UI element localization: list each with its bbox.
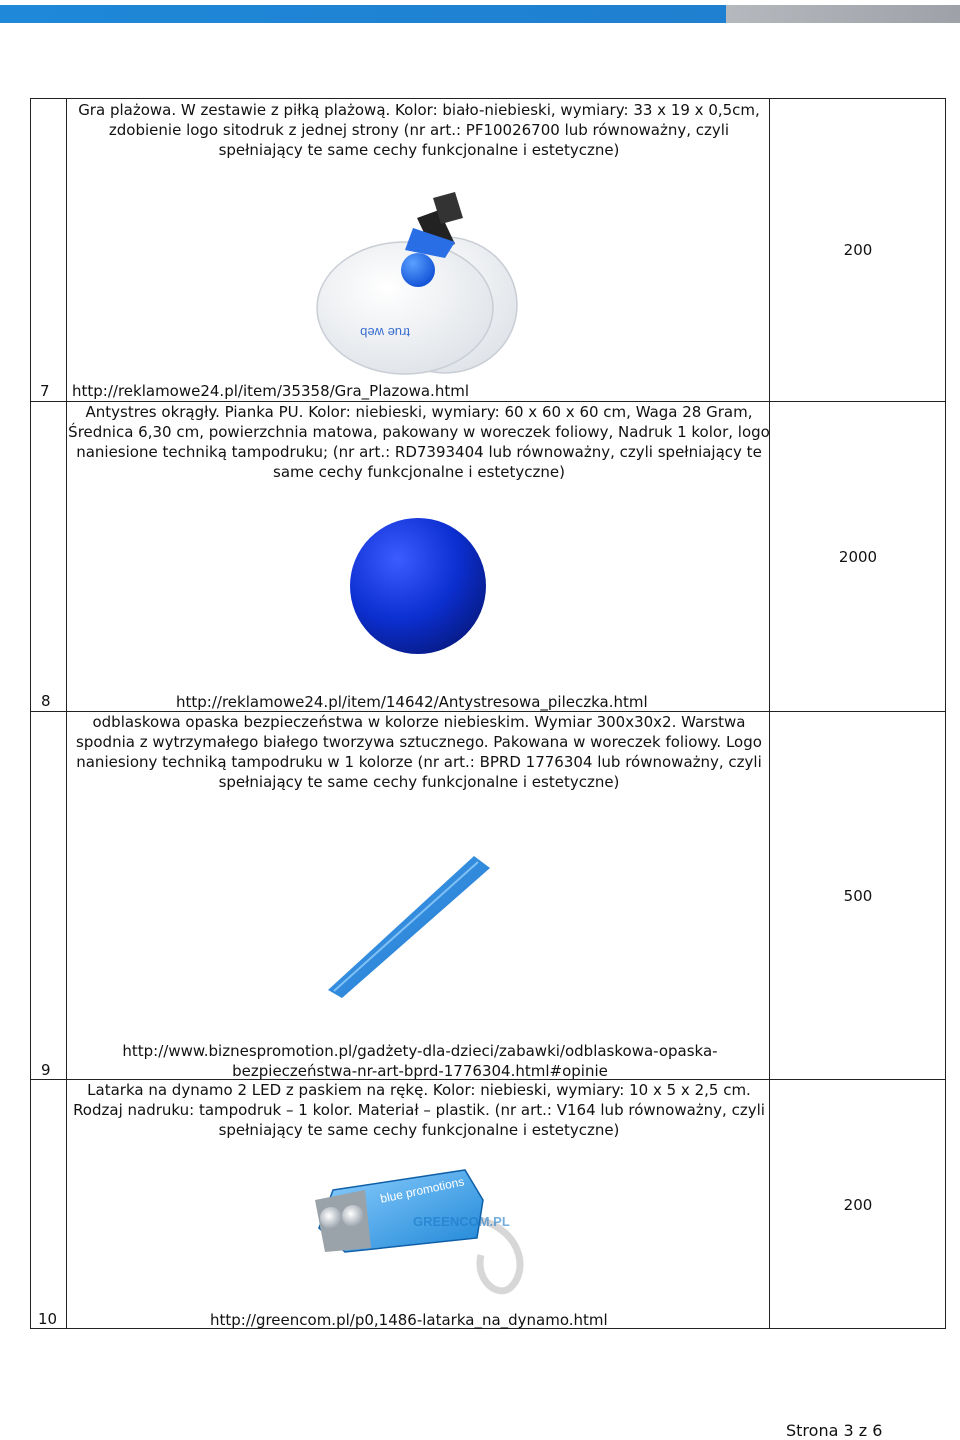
product-description: odblaskowa opaska bezpieczeństwa w kolorze niebieskim. Wymiar 300x30x2. Warstwa spodnia z wytrzymałego białego tworzywa sztucznego. Pakowana w woreczek foliowy. Logo naniesiony techniką tampodruku w 1 kolorze (nr art.: BPRD 1776304 lub równoważny, czyli spełniający te same cechy funkcjonalne i estetyczne) <box>76 713 762 791</box>
product-link[interactable]: http://reklamowe24.pl/item/14642/Antystresowa_pileczka.html <box>176 693 648 711</box>
stress-ball-image <box>346 510 496 670</box>
quantity: 200 <box>843 241 873 259</box>
header-bar <box>0 5 960 23</box>
row-number: 9 <box>41 1061 51 1079</box>
product-description: Antystres okrągły. Pianka PU. Kolor: niebieski, wymiary: 60 x 60 x 60 cm, Waga 28 Gram, Średnica 6,30 cm, powierzchnia matowa, pakowany w woreczek foliowy, Nadruk 1 kolor, logo naniesione techniką tampodruku; (nr art.: RD7393404 lub równoważny, czyli spełniający te same cechy funkcjonalne i estetyczne) <box>68 403 770 481</box>
row-number: 7 <box>40 382 50 400</box>
beach-paddles-image <box>305 180 530 380</box>
product-link-line-1[interactable]: http://www.biznespromotion.pl/gadżety-dla-dzieci/zabawki/odblaskowa-opaska- <box>122 1042 718 1060</box>
column-divider-1 <box>66 98 67 1329</box>
table-border-top <box>30 98 946 99</box>
product-description: Latarka na dynamo 2 LED z paskiem na rękę. Kolor: niebieski, wymiary: 10 x 5 x 2,5 cm. Rodzaj nadruku: tampodruk – 1 kolor. Materiał – plastik. (nr art.: V164 lub równoważny, czyli spełniający te same cechy funkcjonalne i estetyczne) <box>73 1081 765 1139</box>
quantity: 500 <box>843 887 873 905</box>
product-link[interactable] <box>90 1041 750 1081</box>
row-number: 10 <box>38 1310 58 1328</box>
table-border-right <box>945 98 946 1329</box>
quantity: 2000 <box>838 548 878 566</box>
table-border-left <box>30 98 31 1329</box>
quantity: 200 <box>843 1196 873 1214</box>
row-number: 8 <box>41 692 51 710</box>
reflective-band-image <box>320 850 500 1000</box>
dynamo-flashlight-image <box>305 1160 535 1300</box>
watermark-text: GREENCOM.PL <box>413 1214 510 1229</box>
product-description: Gra plażowa. W zestawie z piłką plażową. Kolor: biało-niebieski, wymiary: 33 x 19 x 0,5cm, zdobienie logo sitodruk z jednej strony (nr art.: PF10026700 lub równoważny, czyli spełniający te same cechy funkcjonalne i estetyczne) <box>78 101 760 159</box>
product-link[interactable]: http://reklamowe24.pl/item/35358/Gra_Plazowa.html <box>72 382 469 400</box>
product-link[interactable]: http://greencom.pl/p0,1486-latarka_na_dynamo.html <box>210 1311 608 1329</box>
paddle-logo-text: true web <box>360 325 410 340</box>
header-bar-blue <box>0 5 726 23</box>
page-number: Strona 3 z 6 <box>786 1421 883 1440</box>
header-bar-gray <box>726 5 960 23</box>
product-link-line-2[interactable]: bezpieczeństwa-nr-art-bprd-1776304.html#opinie <box>232 1062 608 1080</box>
flashlight-logo-text: blue promotions <box>379 1174 466 1206</box>
